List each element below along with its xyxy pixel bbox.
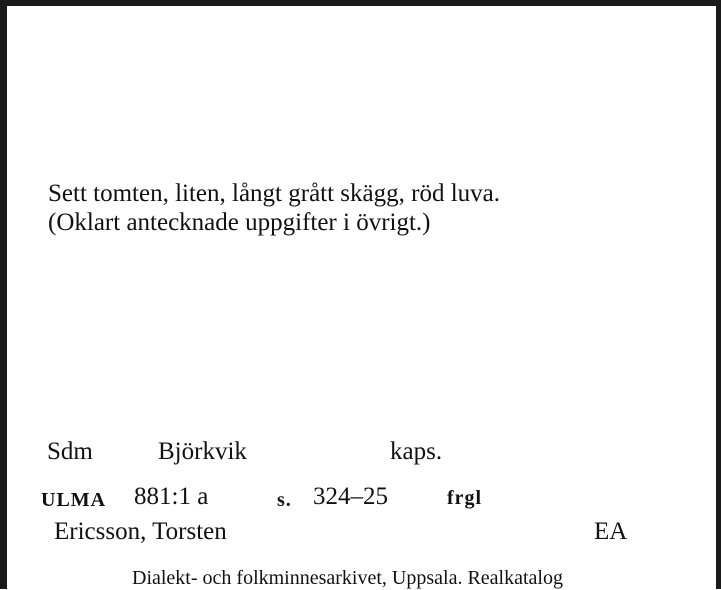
description-line-2: (Oklart antecknade uppgifter i övrigt.) bbox=[48, 209, 431, 236]
province: Sdm bbox=[47, 438, 93, 465]
collector: Ericsson, Torsten bbox=[54, 518, 227, 545]
parish: Björkvik bbox=[158, 438, 247, 465]
page-prefix: s. bbox=[277, 489, 292, 511]
archive-footer: Dialekt- och folkminnesarkivet, Uppsala. Realkatalog bbox=[132, 567, 563, 589]
archive-number: 881:1 a bbox=[134, 483, 209, 510]
page-range: 324–25 bbox=[313, 483, 388, 510]
archive-label: ULMA bbox=[41, 489, 107, 511]
code: EA bbox=[594, 518, 628, 545]
record-type: frgl bbox=[447, 487, 483, 509]
description bbox=[48, 179, 500, 237]
description-line-1: Sett tomten, liten, långt grått skägg, röd luva. bbox=[48, 180, 501, 207]
keyword: kaps. bbox=[390, 438, 443, 465]
